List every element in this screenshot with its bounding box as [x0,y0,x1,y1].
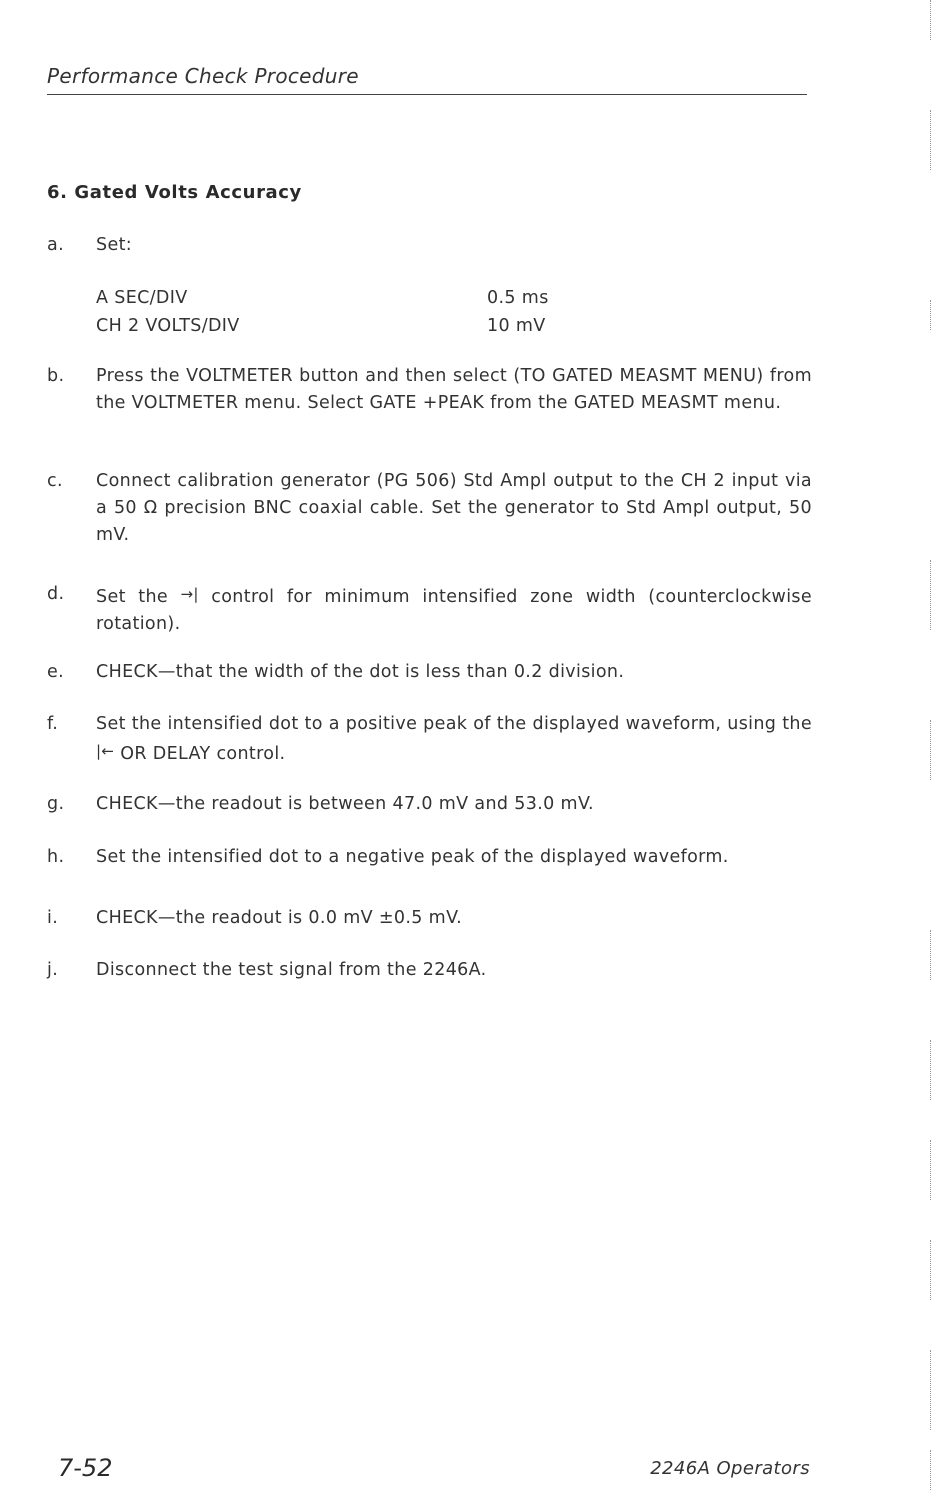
step-text: CHECK—the readout is between 47.0 mV and 53.0 mV. [96,794,594,814]
step-h [47,844,812,871]
delay-end-arrow-icon: →| [180,585,199,603]
step-letter: d. [47,584,65,604]
step-letter: f. [47,714,59,734]
step-letter: b. [47,366,65,386]
scan-edge-mark [930,930,931,980]
step-j [47,957,812,984]
scan-edge-mark [930,1040,931,1100]
step-b [47,363,812,417]
step-g [47,791,812,818]
step-a [47,232,812,259]
setting-value: 10 mV [487,316,546,336]
step-text-before: Set the [96,587,169,607]
setting-name: A SEC/DIV [96,288,188,308]
scan-edge-mark [930,300,931,330]
section-title: 6. Gated Volts Accuracy [47,182,302,203]
scan-edge-mark [930,1240,931,1300]
setting-name: CH 2 VOLTS/DIV [96,316,240,336]
step-text: Set: [96,235,133,255]
header-rule [47,94,807,95]
step-letter: h. [47,847,65,867]
step-text-before: Set the intensified dot to a positive peak of the displayed waveform, using the [96,714,812,734]
step-i [47,905,812,932]
scan-edge-mark [930,1140,931,1200]
delay-start-arrow-icon: |← [96,742,115,760]
step-text: Set the intensified dot to a negative peak of the displayed waveform. [96,847,729,867]
step-c [47,468,812,549]
step-text-after: OR DELAY control. [120,744,286,764]
scan-edge-mark [930,1350,931,1430]
setting-value: 0.5 ms [487,288,549,308]
step-text [96,581,812,638]
step-text: Disconnect the test signal from the 2246A. [96,960,487,980]
step-letter: e. [47,662,65,682]
step-text [96,711,812,768]
scan-edge-mark [930,720,931,780]
scan-edge-mark [930,560,931,630]
scan-edge-mark [930,110,931,170]
step-letter: c. [47,471,63,491]
step-text-after: control for minimum intensified zone width (counterclockwise rotation). [96,587,813,634]
scan-edge-mark [930,0,931,40]
step-letter: i. [47,908,59,928]
step-letter: g. [47,794,65,814]
step-letter: j. [47,960,59,980]
step-text: Connect calibration generator (PG 506) Std Ampl output to the CH 2 input via a 50 Ω precision BNC coaxial cable. Set the generator to Std Ampl output, 50 mV. [96,471,812,545]
step-d [47,581,812,638]
step-letter: a. [47,235,64,255]
scan-edge-mark [930,1450,931,1490]
step-e [47,659,812,686]
page-number: 7-52 [58,1454,113,1482]
running-head: Performance Check Procedure [47,64,359,88]
step-f [47,711,812,768]
step-text: CHECK—the readout is 0.0 mV ±0.5 mV. [96,908,463,928]
step-text: Press the VOLTMETER button and then select (TO GATED MEASMT MENU) from the VOLTMETER menu. Select GATE +PEAK from the GATED MEASMT menu. [96,366,812,413]
step-text: CHECK—that the width of the dot is less than 0.2 division. [96,662,625,682]
manual-title: 2246A Operators [650,1458,810,1479]
